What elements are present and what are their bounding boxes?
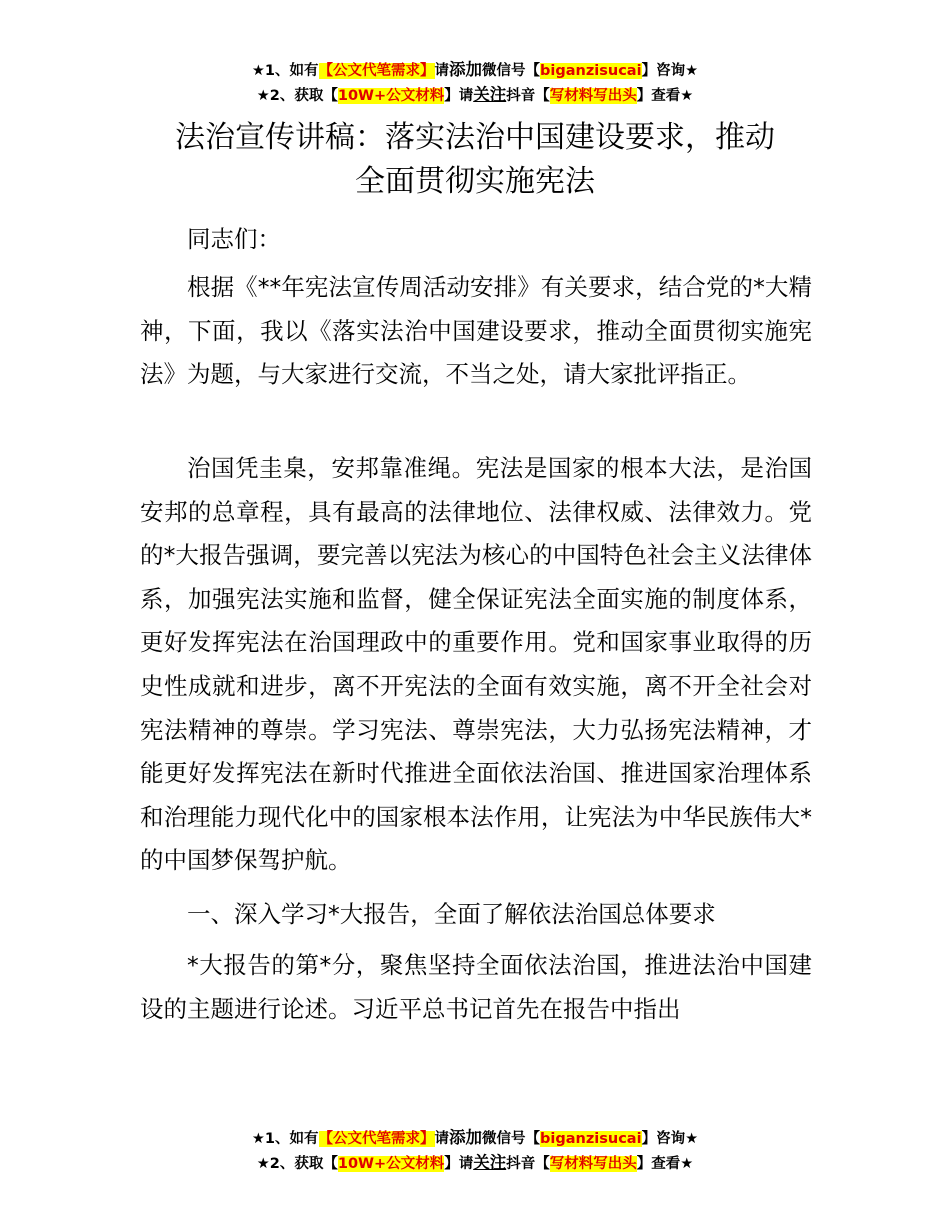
document-title (130, 116, 820, 204)
title-line-1: 法治宣传讲稿：落实法治中国建设要求，推动 (175, 120, 775, 155)
banner-text: ★2、获取【 (256, 88, 338, 104)
banner-highlight: biganzisucai (540, 63, 642, 79)
banner-emphasis: 添加 (449, 1128, 483, 1147)
section-heading-text: 一、深入学习*大报告，全面了解依法治国总体要求 (187, 900, 716, 928)
banner-text: ★2、获取【 (256, 1156, 338, 1172)
greeting-text: 同志们： (187, 225, 281, 253)
banner-highlight: 【公文代笔需求】 (318, 1131, 435, 1147)
title-line-2: 全面贯彻实施宪法 (355, 164, 595, 199)
banner-emphasis: 添加 (449, 60, 483, 79)
banner-text: 抖音【 (506, 1156, 550, 1172)
banner-highlight: 10W+公文材料 (337, 1156, 445, 1172)
banner-emphasis: 关注 (473, 1153, 507, 1172)
banner-highlight: 写材料写出头 (549, 88, 637, 104)
paragraph-text: 治国凭圭臬，安邦靠准绳。宪法是国家的根本大法，是治国安邦的总章程，具有最高的法律地位、法律权威、法律效力。党的*大报告强调，要完善以宪法为核心的中国特色社会主义法律体系，加强宪法实施和监督，健全保证宪法全面实施的制度体系，更好发挥宪法在治国理政中的重要作用。党和国家事业取得的历史性成就和进步，离不开宪法的全面有效实施，离不开全社会对宪法精神的尊崇。学习宪法、尊崇宪法，大力弘扬宪法精神，才能更好发挥宪法在新时代推进全面依法治国、推进国家治理体系和治理能力现代化中的国家根本法作用，让宪法为中华民族伟大*的中国梦保驾护航。 (140, 454, 812, 875)
paragraph-2 (140, 447, 812, 883)
banner-text: 抖音【 (506, 88, 550, 104)
banner-line-1 (0, 58, 950, 83)
paragraph-3 (140, 944, 812, 1031)
banner-text: 】咨询★ (641, 63, 699, 79)
banner-highlight: 10W+公文材料 (337, 88, 445, 104)
banner-text: 】查看★ (636, 1156, 694, 1172)
header-banner (0, 58, 950, 108)
banner-highlight: 写材料写出头 (549, 1156, 637, 1172)
banner-text: 】请 (444, 1156, 474, 1172)
banner-text: 】请 (444, 88, 474, 104)
banner-highlight: 【公文代笔需求】 (318, 63, 435, 79)
banner-text: 请 (434, 63, 450, 79)
section-heading-1 (140, 893, 812, 937)
greeting (140, 218, 812, 262)
banner-text: ★1、如有 (251, 63, 319, 79)
banner-text: 微信号【 (482, 63, 541, 79)
banner-text: 微信号【 (482, 1131, 541, 1147)
banner-text: ★1、如有 (251, 1131, 319, 1147)
footer-banner (0, 1126, 950, 1176)
banner-text: 】咨询★ (641, 1131, 699, 1147)
banner-emphasis: 关注 (473, 85, 507, 104)
banner-text: 】查看★ (636, 88, 694, 104)
banner-text: 请 (434, 1131, 450, 1147)
banner-line-2 (0, 83, 950, 108)
banner-line-1 (0, 1126, 950, 1151)
paragraph-1 (140, 266, 812, 397)
banner-highlight: biganzisucai (540, 1131, 642, 1147)
paragraph-text: *大报告的第*分，聚焦坚持全面依法治国，推进法治中国建设的主题进行论述。习近平总书记首先在报告中指出 (140, 951, 812, 1023)
banner-line-2 (0, 1151, 950, 1176)
paragraph-text: 根据《**年宪法宣传周活动安排》有关要求，结合党的*大精神，下面，我以《落实法治中国建设要求，推动全面贯彻实施宪法》为题，与大家进行交流，不当之处，请大家批评指正。 (140, 273, 812, 389)
